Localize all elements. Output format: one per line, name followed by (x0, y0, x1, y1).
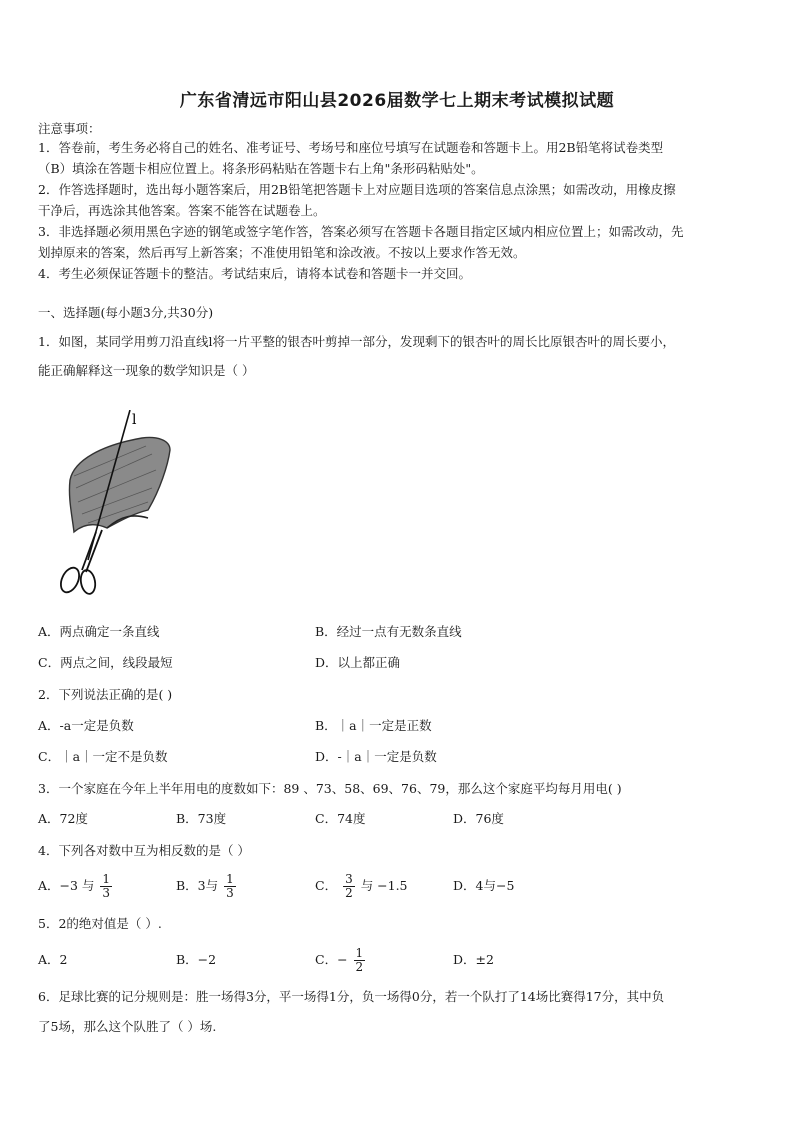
q1-option-d: D．以上都正确 (315, 655, 401, 670)
q5-option-b: B．−2 (176, 952, 217, 967)
q5-option-c (315, 940, 367, 980)
fraction (100, 873, 112, 900)
ginkgo-leaf-scissors-figure (52, 410, 212, 600)
q4-option-c (315, 866, 408, 906)
denominator: 2 (345, 886, 353, 900)
q2-option-d: D．-｜a｜一定是负数 (315, 749, 437, 764)
fraction (354, 947, 366, 974)
notes-heading: 注意事项： (38, 121, 101, 136)
numerator: 3 (345, 872, 353, 886)
q3-option-c: C．74度 (315, 811, 366, 826)
q4-option-c-tail: 与 −1.5 (360, 878, 408, 893)
note-line: 4．考生必须保证答题卡的整洁。考试结束后，请将本试卷和答题卡一并交回。 (38, 266, 471, 281)
q2-option-a: A．-a一定是负数 (38, 718, 134, 733)
question-1-stem: 1．如图，某同学用剪刀沿直线l将一片平整的银杏叶剪掉一部分，发现剩下的银杏叶的周长比原银杏叶的周长要小， (38, 334, 675, 349)
numerator: 1 (226, 872, 234, 886)
q4-option-a (38, 866, 114, 906)
numerator: 1 (102, 872, 111, 886)
line-label: l (132, 412, 137, 428)
note-line: 3．非选择题必须用黑色字迹的钢笔或签字笔作答，答案必须写在答题卡各题目指定区域内相应位置上；如需改动，先 (38, 224, 684, 239)
section-heading: 一、选择题(每小题3分,共30分) (38, 305, 214, 320)
note-line: 2．作答选择题时，选出每小题答案后，用2B铅笔把答题卡上对应题目选项的答案信息点涂黑；如需改动，用橡皮擦 (38, 182, 676, 197)
note-line: 划掉原来的答案，然后再写上新答案；不准使用铅笔和涂改液。不按以上要求作答无效。 (38, 245, 526, 260)
q5-option-c-label: C．− (315, 952, 348, 967)
note-line: 干净后，再选涂其他答案。答案不能答在试题卷上。 (38, 203, 326, 218)
q1-option-c: C．两点之间，线段最短 (38, 655, 173, 670)
note-line: 1．答卷前，考生务必将自己的姓名、准考证号、考场号和座位号填写在试题卷和答题卡上。用2B铅笔将试卷类型 (38, 140, 664, 155)
q2-option-c: C．｜a｜一定不是负数 (38, 749, 168, 764)
question-1-stem-cont: 能正确解释这一现象的数学知识是（ ） (38, 363, 255, 378)
q3-option-d: D．76度 (453, 811, 504, 826)
denominator: 3 (226, 886, 234, 900)
q4-option-d: D．4与−5 (453, 878, 515, 893)
question-6-stem: 6．足球比赛的记分规则是：胜一场得3分，平一场得1分，负一场得0分，若一个队打了14场比赛得17分，其中负 (38, 989, 665, 1004)
q5-option-a: A．2 (38, 952, 68, 967)
question-2-stem: 2．下列说法正确的是( ) (38, 687, 173, 702)
question-6-stem-cont: 了5场，那么这个队胜了（ ）场. (38, 1019, 217, 1034)
question-3-stem: 3．一个家庭在今年上半年用电的度数如下：89 、73、58、69、76、79，那么这个家庭平均每月用电( ) (38, 781, 622, 796)
question-5-stem: 5．2的绝对值是（ ）. (38, 916, 162, 931)
fraction (343, 873, 355, 900)
denominator: 2 (355, 960, 364, 974)
q4-option-a-label: A．−3 与 (38, 878, 95, 893)
q2-option-b: B．｜a｜一定是正数 (315, 718, 432, 733)
note-line: （B）填涂在答题卡相应位置上。将条形码粘贴在答题卡右上角"条形码粘贴处"。 (38, 161, 484, 176)
q4-option-b-label: B．3与 (176, 878, 219, 893)
numerator: 1 (355, 946, 364, 960)
question-4-stem: 4．下列各对数中互为相反数的是（ ） (38, 843, 250, 858)
q1-option-b: B．经过一点有无数条直线 (315, 624, 462, 639)
page-title: 广东省清远市阳山县2026届数学七上期末考试模拟试题 (179, 91, 615, 111)
q5-option-d: D．±2 (453, 952, 494, 967)
q4-option-c-label: C． (315, 878, 338, 893)
q4-option-b (176, 866, 238, 906)
fraction (224, 873, 236, 900)
q1-option-a: A．两点确定一条直线 (38, 624, 160, 639)
scissors-icon (57, 530, 102, 595)
q3-option-a: A．72度 (38, 811, 88, 826)
denominator: 3 (102, 886, 111, 900)
q3-option-b: B．73度 (176, 811, 227, 826)
